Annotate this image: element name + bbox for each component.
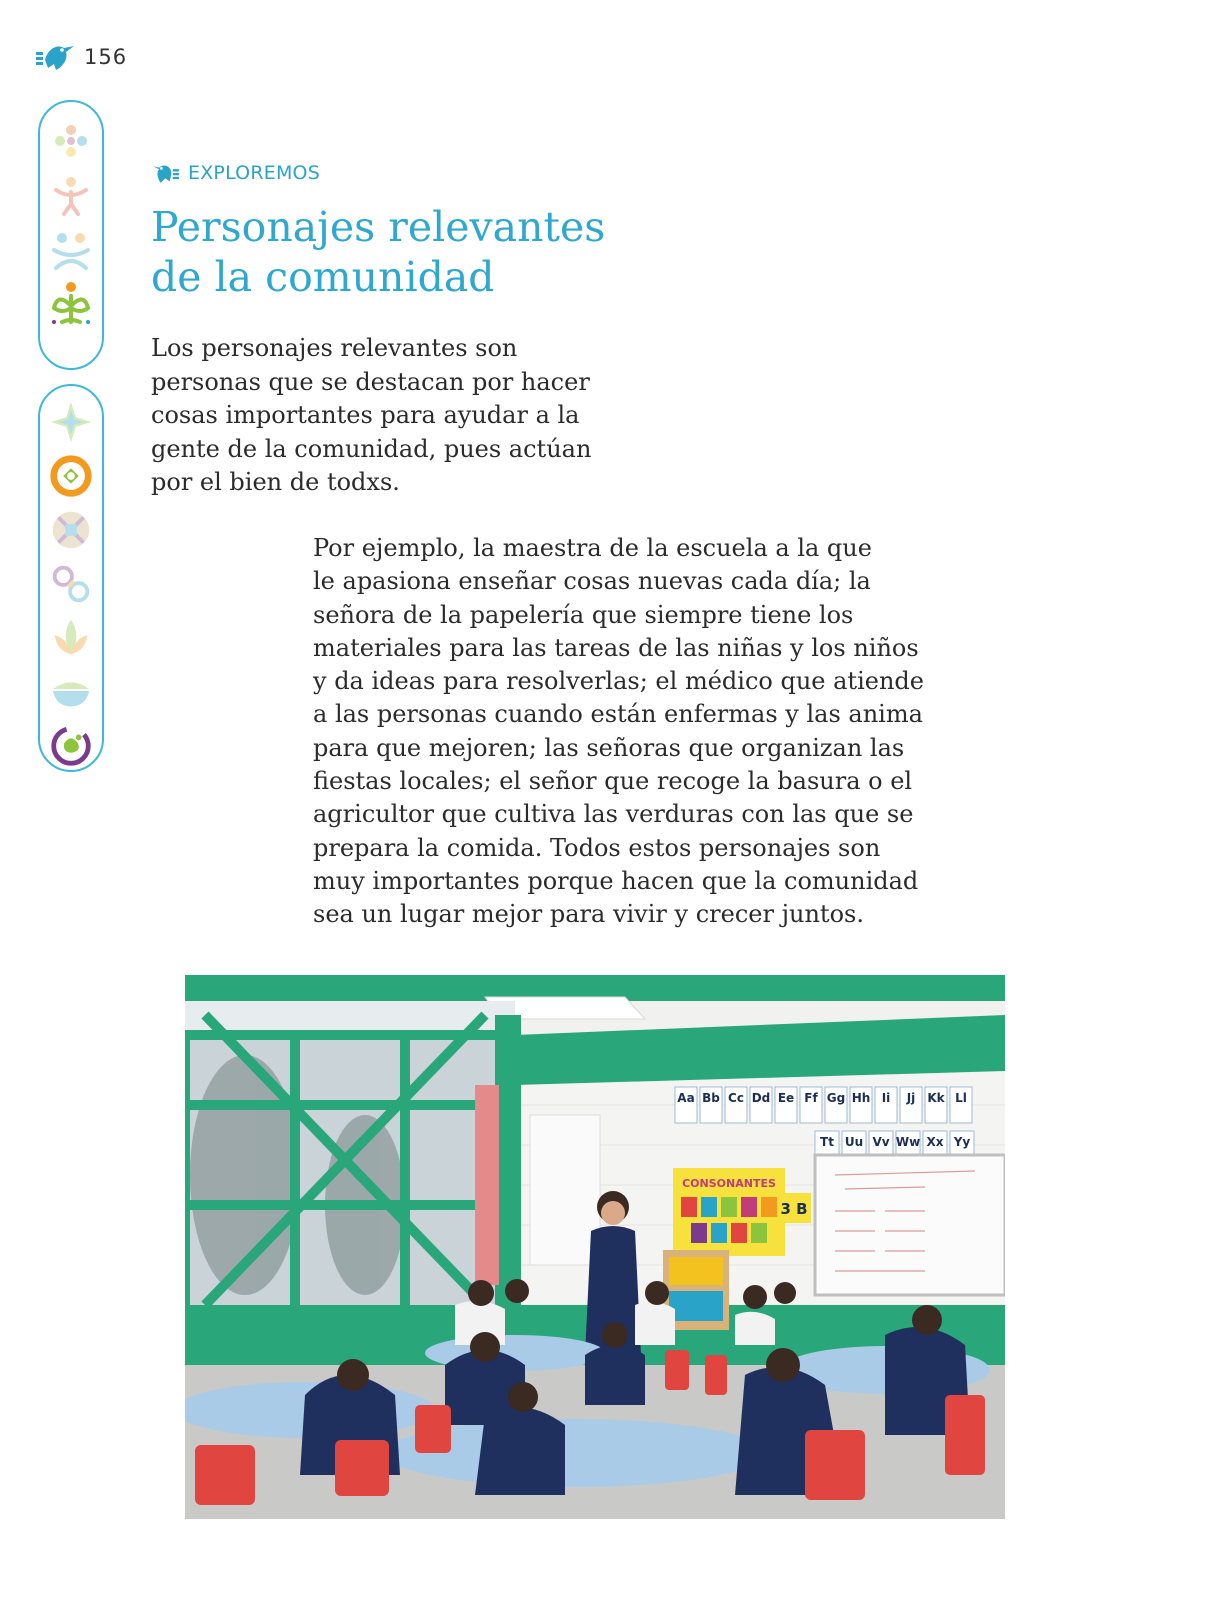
alphabet-card-label: Jj xyxy=(906,1091,916,1105)
sidebar-top-group xyxy=(38,100,104,370)
alphabet-card-label: Cc xyxy=(728,1091,744,1105)
lotus-icon xyxy=(46,614,96,662)
alphabet-card-label: Ff xyxy=(804,1091,818,1105)
linked-figures-icon xyxy=(46,224,96,274)
bowl-icon xyxy=(46,668,96,716)
alphabet-card-label: Ww xyxy=(895,1135,921,1149)
text-line: personas que se destacan por hacer xyxy=(151,367,590,396)
alphabet-card-label: Yy xyxy=(953,1135,971,1149)
text-line: agricultor que cultiva las verduras con las que se xyxy=(313,800,914,829)
classroom-photo xyxy=(185,975,1005,1519)
orange-target-icon xyxy=(46,452,96,500)
page-title xyxy=(151,202,671,302)
text-line: para que mejoren; las señoras que organizan las xyxy=(313,733,905,762)
pyramid-square-icon xyxy=(46,506,96,554)
alphabet-card-label: Uu xyxy=(844,1135,864,1149)
text-line: cosas importantes para ayudar a la xyxy=(151,401,580,429)
body-paragraph xyxy=(313,532,953,932)
text-line: fiestas locales; el señor que recoge la basura o el xyxy=(313,767,913,796)
text-line: le apasiona enseñar cosas nuevas cada día; la xyxy=(313,567,871,596)
alphabet-card-label: Aa xyxy=(677,1091,695,1105)
page-header xyxy=(36,40,127,74)
hummingbird-icon xyxy=(36,40,78,74)
dots-flower-icon xyxy=(46,116,96,166)
purple-splash-icon xyxy=(46,722,96,770)
text-line: por el bien de todxs. xyxy=(151,468,400,496)
text-line: prepara la comida. Todos estos personajes son xyxy=(313,833,881,862)
alphabet-card-label: Bb xyxy=(702,1091,720,1105)
sidebar-bottom-group xyxy=(38,384,104,772)
alphabet-card-label: Vv xyxy=(872,1135,890,1149)
text-line: a las personas cuando están enfermas y las anima xyxy=(313,700,923,729)
alphabet-card-label: Ee xyxy=(777,1091,795,1105)
alphabet-card-label: Dd xyxy=(751,1091,771,1105)
text-line: señora de la papelería que siempre tiene los xyxy=(313,600,854,629)
classroom-scene xyxy=(185,975,1005,1519)
text-line: y da ideas para resolverlas; el médico que atiende xyxy=(313,667,924,696)
text-line: materiales para las tareas de las niñas y los niños xyxy=(313,633,919,662)
alphabet-card-label: Ll xyxy=(955,1091,967,1105)
alphabet-card-label: Gg xyxy=(826,1091,846,1105)
section-label xyxy=(150,160,320,186)
text-line: muy importantes porque hacen que la comunidad xyxy=(313,866,919,895)
title-line: Personajes relevantes xyxy=(151,203,606,251)
text-line: Por ejemplo, la maestra de la escuela a la que xyxy=(313,534,872,562)
alphabet-card-label: Kk xyxy=(927,1091,945,1105)
dancing-figure-icon xyxy=(46,170,96,220)
sprout-person-icon xyxy=(46,278,96,328)
poster-title: CONSONANTES xyxy=(682,1177,776,1190)
text-line: sea un lugar mejor para vivir y crecer juntos. xyxy=(313,900,864,929)
intro-paragraph xyxy=(151,332,631,500)
alphabet-card-label: Xx xyxy=(926,1135,944,1149)
alphabet-card-label: Tt xyxy=(820,1135,834,1149)
linked-circles-icon xyxy=(46,560,96,608)
star-compass-icon xyxy=(46,398,96,446)
page-number: 156 xyxy=(84,45,128,69)
group-sign: 3 B xyxy=(780,1200,808,1218)
hummingbird-icon xyxy=(150,160,182,186)
section-label-text: EXPLOREMOS xyxy=(188,162,320,184)
title-line: de la comunidad xyxy=(151,253,495,301)
text-line: Los personajes relevantes son xyxy=(151,334,518,362)
alphabet-card-label: Ii xyxy=(881,1091,891,1105)
text-line: gente de la comunidad, pues actúan xyxy=(151,434,592,463)
alphabet-card-label: Hh xyxy=(851,1091,871,1105)
